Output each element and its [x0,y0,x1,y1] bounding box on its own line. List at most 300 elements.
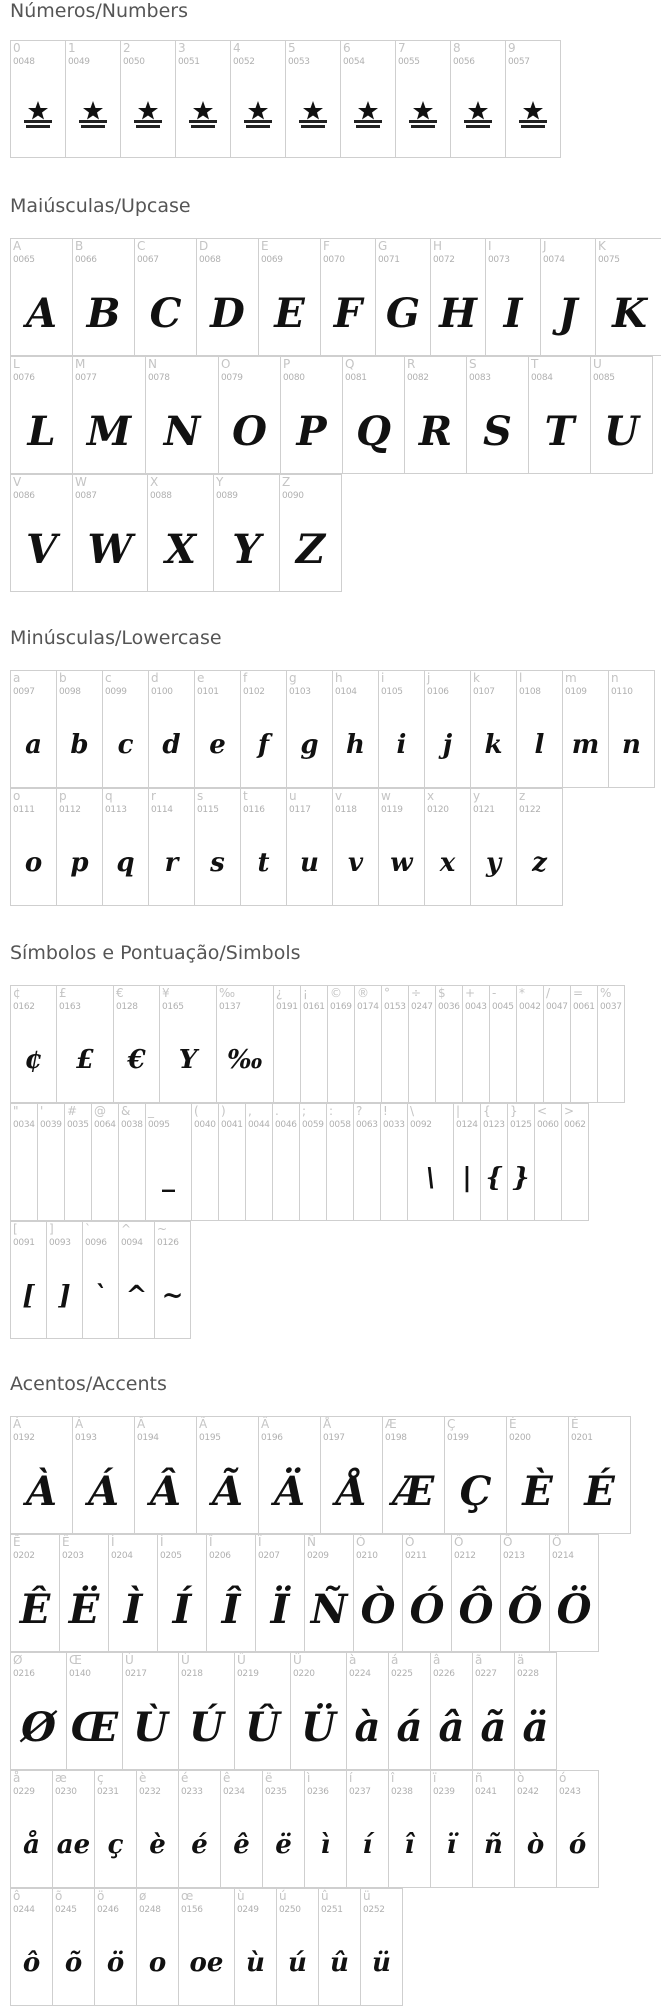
glyph-cell [431,1770,473,1888]
glyph-cell [155,1221,191,1339]
glyph-cell [379,788,425,906]
glyph-sample: Â [149,1467,182,1515]
glyph-code-label: 0128 [116,1002,138,1012]
glyph-cell [517,670,563,788]
glyph-cell [53,1770,95,1888]
glyph-char-label: C [137,239,146,253]
glyph-sample: a [25,730,42,760]
glyph-sample [506,75,560,155]
glyph-char-label: k [473,671,480,685]
glyph-char-label: t [243,789,248,803]
glyph-cell [158,1534,207,1652]
glyph-cell [569,1416,631,1534]
glyph-code-label: 0243 [559,1787,581,1797]
glyph-sample: k [484,730,503,760]
glyph-char-label: ú [279,1889,287,1903]
glyph-cell [137,1770,179,1888]
glyph-code-label: 0056 [453,57,475,67]
glyph-sample: î [404,1830,415,1860]
glyph-row [10,474,342,592]
glyph-cell [501,1534,550,1652]
glyph-char-label: Ì [111,1535,115,1549]
glyph-cell [176,40,231,158]
glyph-char-label: I [488,239,492,253]
glyph-cell [381,1103,408,1221]
glyph-row [10,788,563,906]
glyph-code-label: 0034 [13,1120,35,1130]
glyph-sample [286,75,340,155]
glyph-char-label: ~ [157,1222,168,1236]
glyph-char-label: ` [85,1222,91,1236]
glyph-sample: ^ [125,1281,148,1311]
glyph-char-label: Ú [181,1653,190,1667]
glyph-char-label: Ã [199,1417,208,1431]
glyph-sample: À [25,1467,58,1515]
glyph-char-label: ! [383,1104,388,1118]
glyph-cell [389,1652,431,1770]
glyph-cell [609,670,655,788]
glyph-sample: g [300,730,319,760]
glyph-cell [598,985,625,1103]
glyph-char-label: ì [307,1771,311,1785]
glyph-char-label: ¿ [276,986,283,1000]
glyph-sample: Ì [123,1585,143,1633]
section-title: Acentos/Accents [10,1373,167,1395]
glyph-char-label: ø [139,1889,147,1903]
placeholder-logo-icon [461,100,495,130]
glyph-sample [219,1138,245,1218]
glyph-sample: [ [22,1281,35,1311]
glyph-char-label: ¢ [13,986,21,1000]
glyph-cell [287,788,333,906]
glyph-code-label: 0072 [433,255,455,265]
glyph-cell [305,1770,347,1888]
glyph-char-label: M [75,357,86,371]
glyph-cell [11,1534,60,1652]
glyph-cell [263,1770,305,1888]
glyph-cell [83,1221,119,1339]
glyph-sample: Î [221,1585,241,1633]
glyph-sample: Ô [458,1585,494,1633]
glyph-cell [95,1888,137,2006]
glyph-code-label: 0242 [517,1787,539,1797]
glyph-sample: o [24,848,43,878]
glyph-cell [361,1888,403,2006]
glyph-code-label: 0219 [237,1669,259,1679]
glyph-sample [38,1138,64,1218]
glyph-char-label: G [378,239,388,253]
glyph-sample: T [544,407,575,455]
glyph-code-label: 0044 [248,1120,270,1130]
glyph-code-label: 0194 [137,1433,159,1443]
glyph-sample: S [483,407,512,455]
glyph-cell [11,474,73,592]
glyph-code-label: 0063 [356,1120,378,1130]
glyph-char-label: ÷ [411,986,422,1000]
glyph-sample [544,1020,570,1100]
glyph-code-label: 0088 [150,491,172,501]
glyph-code-label: 0060 [537,1120,559,1130]
glyph-char-label: $ [438,986,446,1000]
glyph-cell [195,670,241,788]
glyph-sample: Z [295,525,326,573]
glyph-sample: q [116,848,135,878]
glyph-code-label: 0252 [363,1905,385,1915]
glyph-char-label: ( [194,1104,199,1118]
glyph-code-label: 0094 [121,1238,143,1248]
glyph-code-label: 0036 [438,1002,460,1012]
glyph-cell [195,788,241,906]
glyph-cell [328,985,355,1103]
glyph-code-label: 0051 [178,57,200,67]
glyph-sample: ï [446,1830,457,1860]
placeholder-logo-icon [241,100,275,130]
glyph-code-label: 0226 [433,1669,455,1679]
placeholder-logo-icon [296,100,330,130]
glyph-sample: ae [56,1830,91,1860]
glyph-sample [382,1020,408,1100]
placeholder-logo-icon [76,100,110,130]
glyph-cell [207,1534,256,1652]
glyph-char-label: O [221,357,231,371]
glyph-code-label: 0050 [123,57,145,67]
glyph-cell [11,1221,47,1339]
glyph-sample [327,1138,353,1218]
glyph-char-label: Å [323,1417,332,1431]
glyph-row [10,1221,191,1339]
glyph-char-label: , [248,1104,252,1118]
glyph-sample: Ö [556,1585,592,1633]
glyph-sample: Ç [459,1467,492,1515]
placeholder-logo-icon [131,100,165,130]
glyph-cell [571,985,598,1103]
glyph-cell [389,1770,431,1888]
glyph-code-label: 0191 [276,1002,298,1012]
glyph-sample: Ï [270,1585,290,1633]
glyph-code-label: 0237 [349,1787,371,1797]
glyph-sample [273,1138,299,1218]
glyph-cell [11,1103,38,1221]
glyph-cell [517,985,544,1103]
glyph-code-label: 0035 [67,1120,89,1130]
glyph-sample [463,1020,489,1100]
glyph-code-label: 0225 [391,1669,413,1679]
glyph-char-label: 3 [178,41,186,55]
glyph-cell [409,985,436,1103]
glyph-code-label: 0232 [139,1787,161,1797]
glyph-cell [259,1416,321,1534]
glyph-char-label: p [59,789,67,803]
glyph-code-label: 0248 [139,1905,161,1915]
glyph-row [10,670,655,788]
glyph-code-label: 0124 [456,1120,478,1130]
glyph-code-label: 0207 [258,1551,280,1561]
glyph-cell [355,985,382,1103]
glyph-sample [396,75,450,155]
glyph-char-label: ] [49,1222,54,1236]
glyph-cell [431,238,486,356]
glyph-cell [486,238,541,356]
glyph-cell [517,788,563,906]
glyph-code-label: 0192 [13,1433,35,1443]
glyph-sample: A [25,289,58,337]
glyph-code-label: 0089 [216,491,238,501]
glyph-row [10,238,661,356]
glyph-code-label: 0117 [289,805,311,815]
glyph-code-label: 0042 [519,1002,541,1012]
glyph-code-label: 0106 [427,687,449,697]
placeholder-logo-icon [186,100,220,130]
glyph-cell [506,40,561,158]
glyph-code-label: 0081 [345,373,367,383]
glyph-cell [119,1103,146,1221]
glyph-code-label: 0078 [148,373,170,383]
glyph-code-label: 0119 [381,805,403,815]
glyph-code-label: 0049 [68,57,90,67]
glyph-char-label: ¥ [162,986,170,1000]
glyph-code-label: 0110 [611,687,633,697]
glyph-cell [321,238,376,356]
glyph-cell [146,1103,192,1221]
glyph-code-label: 0161 [303,1002,325,1012]
glyph-cell [379,670,425,788]
glyph-char-label: á [391,1653,399,1667]
glyph-code-label: 0233 [181,1787,203,1797]
glyph-code-label: 0216 [13,1669,35,1679]
glyph-sample: û [330,1948,349,1978]
glyph-code-label: 0116 [243,805,265,815]
glyph-char-label: j [427,671,431,685]
glyph-sample: è [149,1830,166,1860]
glyph-char-label: } [510,1104,518,1118]
glyph-cell [471,788,517,906]
glyph-char-label: à [349,1653,357,1667]
glyph-code-label: 0066 [75,255,97,265]
glyph-sample: ã [480,1703,507,1751]
glyph-cell [73,238,135,356]
glyph-char-label: ê [223,1771,231,1785]
glyph-char-label: U [593,357,602,371]
glyph-row [10,1103,589,1221]
glyph-code-label: 0137 [219,1002,241,1012]
glyph-cell [179,1652,235,1770]
glyph-sample: ò [526,1830,545,1860]
glyph-sample: ‰ [226,1045,263,1075]
glyph-char-label: Á [75,1417,84,1431]
glyph-sample: ñ [484,1830,503,1860]
glyph-code-label: 0090 [282,491,304,501]
glyph-sample: ç [107,1830,124,1860]
glyph-code-label: 0241 [475,1787,497,1797]
glyph-sample: n [622,730,641,760]
glyph-sample: õ [64,1948,83,1978]
glyph-sample: { [485,1163,503,1193]
glyph-code-label: 0197 [323,1433,345,1443]
glyph-code-label: 0121 [473,805,495,815]
glyph-code-label: 0084 [531,373,553,383]
glyph-cell [53,1888,95,2006]
glyph-cell [192,1103,219,1221]
glyph-sample: G [385,289,421,337]
glyph-sample [381,1138,407,1218]
glyph-char-label: é [181,1771,189,1785]
glyph-code-label: 0087 [75,491,97,501]
glyph-code-label: 0162 [13,1002,35,1012]
glyph-sample: } [512,1163,530,1193]
glyph-sample: B [86,289,121,337]
glyph-code-label: 0201 [571,1433,593,1443]
glyph-code-label: 0213 [503,1551,525,1561]
glyph-char-label: ? [356,1104,363,1118]
glyph-code-label: 0156 [181,1905,203,1915]
glyph-char-label: ' [40,1104,44,1118]
glyph-char-label: í [349,1771,353,1785]
glyph-sample: M [86,407,132,455]
glyph-sample: J [558,289,578,337]
glyph-char-label: Ä [261,1417,270,1431]
section-title: Maiúsculas/Upcase [10,195,191,217]
glyph-code-label: 0095 [148,1120,170,1130]
glyph-char-label: w [381,789,391,803]
glyph-cell [241,788,287,906]
glyph-sample [119,1138,145,1218]
glyph-row [10,1770,599,1888]
glyph-char-label: c [105,671,112,685]
glyph-char-label: i [381,671,385,685]
glyph-sample: Ø [21,1703,56,1751]
glyph-sample [517,1020,543,1100]
glyph-char-label: Ü [293,1653,302,1667]
glyph-sample: Y [232,525,261,573]
glyph-code-label: 0174 [357,1002,379,1012]
glyph-code-label: 0069 [261,255,283,265]
glyph-cell [160,985,217,1103]
glyph-cell [11,238,73,356]
glyph-cell [557,1770,599,1888]
glyph-char-label: Û [237,1653,246,1667]
glyph-cell [473,1652,515,1770]
glyph-char-label: f [243,671,248,685]
glyph-sample: e [209,730,226,760]
glyph-cell [95,1770,137,1888]
glyph-code-label: 0217 [125,1669,147,1679]
glyph-char-label: æ [55,1771,67,1785]
glyph-char-label: r [151,789,156,803]
glyph-cell [197,1416,259,1534]
glyph-cell [135,238,197,356]
glyph-sample: ] [58,1281,71,1311]
glyph-code-label: 0045 [492,1002,514,1012]
glyph-code-label: 0098 [59,687,81,697]
glyph-sample: Ó [409,1585,445,1633]
glyph-cell [467,356,529,474]
glyph-cell [179,1888,235,2006]
glyph-code-label: 0220 [293,1669,315,1679]
glyph-sample [246,1138,272,1218]
glyph-sample: t [257,848,270,878]
glyph-sample: I [503,289,523,337]
glyph-sample [355,1020,381,1100]
glyph-code-label: 0111 [13,805,35,815]
glyph-cell [550,1534,599,1652]
glyph-cell [541,238,596,356]
glyph-char-label: 9 [508,41,516,55]
glyph-code-label: 0083 [469,373,491,383]
glyph-code-label: 0099 [105,687,127,697]
glyph-cell [149,788,195,906]
glyph-char-label: î [391,1771,395,1785]
glyph-cell [301,985,328,1103]
glyph-char-label: & [121,1104,131,1118]
glyph-cell [235,1652,291,1770]
glyph-char-label: Ù [125,1653,134,1667]
glyph-char-label: S [469,357,477,371]
glyph-char-label: ò [517,1771,525,1785]
glyph-char-label: œ [181,1889,194,1903]
glyph-char-label: Õ [503,1535,513,1549]
glyph-char-label: + [465,986,476,1000]
glyph-char-label: Ë [62,1535,70,1549]
glyph-cell [280,474,342,592]
glyph-code-label: 0038 [121,1120,143,1130]
glyph-char-label: À [13,1417,22,1431]
glyph-code-label: 0037 [600,1002,622,1012]
glyph-char-label: . [275,1104,279,1118]
glyph-cell [66,40,121,158]
glyph-code-label: 0206 [209,1551,231,1561]
glyph-char-label: ã [475,1653,483,1667]
glyph-cell [333,670,379,788]
glyph-code-label: 0058 [329,1120,351,1130]
glyph-sample: N [163,407,201,455]
glyph-cell [73,1416,135,1534]
section-title: Símbolos e Pontuação/Simbols [10,942,301,964]
glyph-sample: r [164,848,179,878]
glyph-sample: d [162,730,181,760]
glyph-code-label: 0076 [13,373,35,383]
glyph-cell [135,1416,197,1534]
glyph-sample: u [300,848,319,878]
glyph-cell [274,985,301,1103]
glyph-char-label: u [289,789,297,803]
glyph-code-label: 0053 [288,57,310,67]
glyph-cell [347,1652,389,1770]
glyph-cell [11,40,66,158]
glyph-code-label: 0165 [162,1002,184,1012]
glyph-code-label: 0097 [13,687,35,697]
glyph-sample: Û [245,1703,280,1751]
glyph-row [10,356,653,474]
glyph-char-label: û [321,1889,329,1903]
glyph-cell [119,1221,155,1339]
glyph-code-label: 0122 [519,805,541,815]
glyph-code-label: 0195 [199,1433,221,1443]
glyph-cell [300,1103,327,1221]
glyph-code-label: 0236 [307,1787,329,1797]
glyph-code-label: 0080 [283,373,305,383]
glyph-char-label: ó [559,1771,567,1785]
glyph-char-label: F [323,239,330,253]
glyph-cell [11,670,57,788]
glyph-sample [92,1138,118,1218]
glyph-cell [217,985,274,1103]
glyph-cell [490,985,517,1103]
glyph-char-label: Ñ [307,1535,316,1549]
glyph-code-label: 0062 [564,1120,586,1130]
glyph-cell [57,670,103,788]
glyph-char-label: ù [237,1889,245,1903]
glyph-cell [11,1888,53,2006]
